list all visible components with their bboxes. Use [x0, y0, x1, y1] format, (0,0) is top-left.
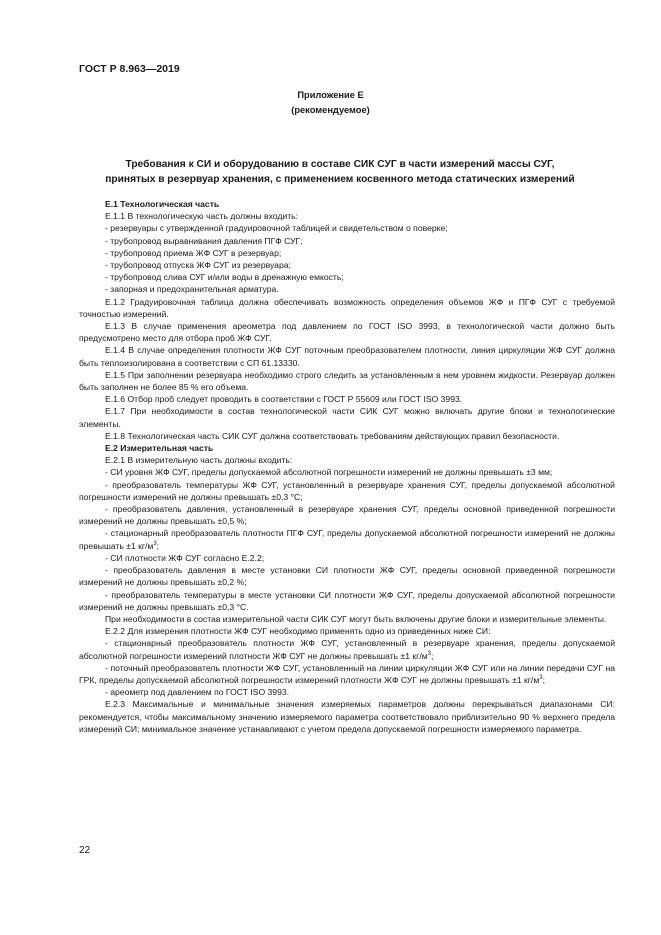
list-item: - преобразователь давления в месте установки СИ плотности ЖФ СУГ, пределы основной приведенной погрешности измерений не должны превышать ±0,2 %;	[79, 565, 615, 588]
para-e1-5: Е.1.5 При заполнении резервуара необходимо строго следить за установленным в нем уровнем жидкости. Резервуар должен быть заполнен не более 85 % его объема.	[79, 369, 615, 393]
list-item	[79, 527, 615, 551]
list-item: - трубопровод отпуска ЖФ СУГ из резервуара;	[105, 260, 291, 271]
superscript: 3	[539, 675, 543, 682]
document-body	[79, 198, 615, 735]
punctuation: ;	[430, 650, 434, 661]
para-e2-1: Е.2.1 В измерительную часть должны входить:	[105, 455, 293, 466]
list-item: - СИ уровня ЖФ СУГ, пределы допускаемой абсолютной погрешности измерений не должны превышать ±3 мм;	[105, 467, 553, 478]
para-e1-7: Е.1.7 При необходимости в состав технологической части СИК СУГ можно включать другие блоки и технологические элементы.	[79, 406, 615, 429]
list-item: - преобразователь температуры в месте установки СИ плотности ЖФ СУГ, пределы допускаемой абсолютной погрешности измерений не должны превышать ±0,3 °С.	[79, 589, 615, 612]
list-item: - трубопровод выравнивания давления ПГФ СУГ;	[105, 235, 303, 246]
list-item	[79, 637, 615, 661]
heading-e2: Е.2 Измерительная часть	[105, 443, 214, 454]
para-e1-1: Е.1.1 В технологическую часть должны входить:	[105, 211, 299, 222]
superscript: 3	[427, 650, 431, 657]
para-e1-3: Е.1.3 В случае применения ареометра под давлением по ГОСТ ISO 3993, в технологической части должно быть предусмотрено место для отбора проб ЖФ СУГ.	[79, 321, 615, 344]
list-item-text: - поточный преобразователь плотности ЖФ СУГ, установленный на линии циркуляции ЖФ СУГ или на линии передачи СУГ на ГРК, пределы допускаемой абсолютной погрешности измерений плотности ЖФ СУГ не должны превышать ±1 кг/м	[79, 662, 615, 685]
list-item: - ареометр под давлением по ГОСТ ISO 3993.	[105, 687, 290, 698]
section-title-line1: Требования к СИ и оборудованию в составе СИК СУГ в части измерений массы СУГ,	[125, 159, 555, 170]
list-item: - трубопровод приема ЖФ СУГ в резервуар;	[105, 247, 282, 258]
superscript: 3	[153, 540, 157, 547]
annex-note: (рекомендуемое)	[291, 105, 370, 115]
list-item: - резервуары с утвержденной градуировочной таблицей и свидетельством о поверке;	[105, 223, 448, 234]
para-e1-6: Е.1.6 Отбор проб следует проводить в соответствии с ГОСТ Р 55609 или ГОСТ ISO 3993.	[105, 394, 463, 405]
heading-e1: Е.1 Технологическая часть	[105, 199, 220, 209]
list-item-text: - стационарный преобразователь плотности ЖФ СУГ, установленный в резервуаре хранения, пределы допускаемой абсолютной погрешности измерений плотности ЖФ СУГ не должны превышать ±1 кг/м	[79, 638, 615, 661]
para-e2-3: Е.2.3 Максимальные и минимальные значения измеряемых параметров должны перекрываться диапазонами СИ: рекомендуется, чтобы максимальному значению измеряемого параметра соответствовало приблизительно 90 % верхнего предела измерений СИ; минимальное значение устанавливают с учетом предела допускаемой погрешности измеряемого параметра.	[79, 699, 615, 734]
para-e1-2: Е.1.2 Градуировочная таблица должна обеспечивать возможность определения объемов ЖФ и ПГФ СУГ с требуемой точностью измерений.	[79, 296, 615, 319]
para-e1-4: Е.1.4 В случае определения плотности ЖФ СУГ поточным преобразователем плотности, линия циркуляции ЖФ СУГ должна быть теплоизолирована в соответствии с СП 61.13330.	[79, 345, 615, 368]
section-title-line2: принятых в резервуар хранения, с применением косвенного метода статических измерений	[105, 174, 575, 185]
annex-title: Приложение Е	[297, 90, 364, 100]
document-id: ГОСТ Р 8.963—2019	[79, 63, 180, 75]
list-item-text: - стационарный преобразователь плотности ПГФ СУГ, пределы допускаемой абсолютной погрешности измерений не должны превышать ±1 кг/м	[79, 528, 615, 551]
punctuation: ;	[542, 674, 545, 685]
list-item	[79, 662, 615, 686]
page-number: 22	[79, 845, 91, 856]
para-e2-1-end: При необходимости в состав измерительной части СИК СУГ могут быть включены другие блоки и измерительные элементы.	[105, 613, 607, 624]
list-item: - преобразователь температуры ЖФ СУГ, установленный в резервуаре хранения СУГ, пределы допускаемой абсолютной погрешности измерений не должны превышать ±0,3 °С;	[79, 479, 615, 502]
list-item: - трубопровод слива СУГ и/или воды в дренажную емкость;	[105, 272, 344, 283]
list-item: - запорная и предохранительная арматура.	[105, 284, 279, 295]
list-item: - СИ плотности ЖФ СУГ согласно Е.2.2;	[105, 552, 265, 563]
para-e1-8: Е.1.8 Технологическая часть СИК СУГ должна соответствовать требованиям действующих правил безопасности.	[105, 430, 560, 441]
punctuation: ;	[156, 540, 160, 551]
para-e2-2: Е.2.2 Для измерения плотности ЖФ СУГ необходимо применять одно из приведенных ниже СИ:	[105, 626, 491, 637]
list-item: - преобразователь давления, установленный в резервуаре хранения СУГ, пределы основной приведенной погрешности измерений не должны превышать ±0,5 %;	[79, 504, 615, 527]
